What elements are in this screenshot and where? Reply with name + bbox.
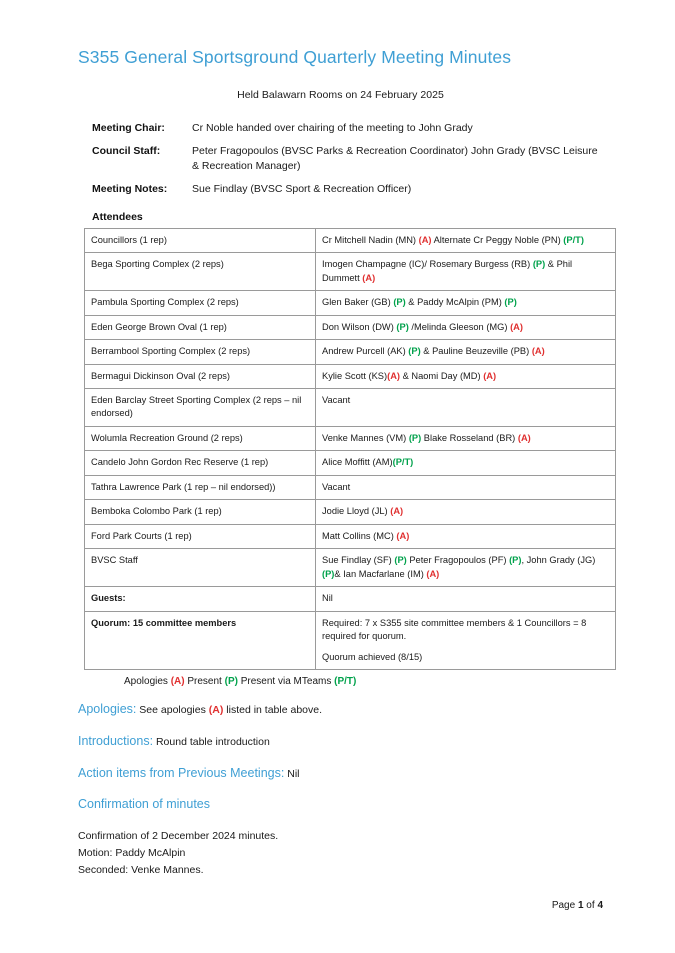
attendee-group: Bermagui Dickinson Oval (2 reps): [85, 364, 316, 388]
meeting-meta: [92, 121, 603, 197]
table-row: [85, 228, 616, 252]
section-text-action-items: Nil: [287, 767, 300, 780]
table-row: [85, 315, 616, 339]
motion-line: Motion: Paddy McAlpin: [78, 847, 186, 860]
footer-current-page: 1: [577, 900, 584, 911]
quorum-label: Quorum: 15 committee members: [85, 611, 316, 669]
confirmation-body: [78, 828, 603, 879]
table-row: [85, 500, 616, 524]
table-row: [85, 611, 616, 669]
section-heading-confirmation: Confirmation of minutes: [78, 797, 211, 812]
footer-total-pages: 4: [597, 900, 603, 911]
seconded-line: Seconded: Venke Mannes.: [78, 864, 204, 877]
table-row: [85, 524, 616, 548]
meta-value-chair: Cr Noble handed over chairing of the meeting to John Grady: [192, 121, 473, 134]
attendee-people: Andrew Purcell (AK) (P) & Pauline Beuzeville (PB) (A): [316, 340, 616, 364]
meta-value-council-staff: Peter Fragopoulos (BVSC Parks & Recreation Coordinator) John Grady (BVSC Leisure & Recreation Manager): [192, 145, 598, 172]
attendee-people: Vacant: [316, 388, 616, 426]
attendee-people: Glen Baker (GB) (P) & Paddy McAlpin (PM) (P): [316, 291, 616, 315]
section-heading-introductions: Introductions:: [78, 733, 154, 748]
quorum-detail: Required: 7 x S355 site committee members & 1 Councillors = 8 required for quorum. Quorum achieved (8/15): [316, 611, 616, 669]
attendee-people: Cr Mitchell Nadin (MN) (A) Alternate Cr Peggy Noble (PN) (P/T): [316, 228, 616, 252]
page-footer: [552, 900, 603, 911]
table-row: [85, 253, 616, 291]
attendees-table-body: [85, 228, 616, 669]
attendee-group-guests: Guests:: [85, 587, 316, 611]
attendee-group: Candelo John Gordon Rec Reserve (1 rep): [85, 451, 316, 475]
section-text-apologies: See apologies (A) listed in table above.: [139, 704, 323, 717]
attendee-group: Councillors (1 rep): [85, 228, 316, 252]
table-row: [85, 549, 616, 587]
attendee-group: Eden George Brown Oval (1 rep): [85, 315, 316, 339]
attendee-group: Tathra Lawrence Park (1 rep – nil endorsed)): [85, 475, 316, 499]
attendee-people: Sue Findlay (SF) (P) Peter Fragopoulos (PF) (P), John Grady (JG) (P)& Ian Macfarlane (IM) (A): [316, 549, 616, 587]
attendee-people: Kylie Scott (KS)(A) & Naomi Day (MD) (A): [316, 364, 616, 388]
attendees-table: [84, 228, 616, 670]
attendee-people: Jodie Lloyd (JL) (A): [316, 500, 616, 524]
meta-label-meeting-notes: Meeting Notes:: [92, 183, 168, 196]
section-confirmation-of-minutes: [78, 795, 603, 814]
table-row: [85, 364, 616, 388]
meta-label-council-staff: Council Staff:: [92, 145, 161, 158]
attendee-people: Venke Mannes (VM) (P) Blake Rosseland (BR) (A): [316, 426, 616, 450]
section-text-introductions: Round table introduction: [155, 735, 270, 748]
attendee-people-guests: Nil: [316, 587, 616, 611]
attendee-people: Imogen Champagne (IC)/ Rosemary Burgess (RB) (P) & Phil Dummett (A): [316, 253, 616, 291]
page-title: S355 General Sportsground Quarterly Meeting Minutes: [78, 47, 512, 67]
attendance-legend: Apologies (A) Present (P) Present via MTeams (P/T): [124, 676, 357, 688]
footer-middle: of: [583, 900, 598, 911]
confirmation-line: Confirmation of 2 December 2024 minutes.: [78, 830, 279, 843]
meta-row-council-staff: [92, 144, 603, 173]
attendee-group: Bemboka Colombo Park (1 rep): [85, 500, 316, 524]
table-row: [85, 388, 616, 426]
attendee-people: Vacant: [316, 475, 616, 499]
section-action-items: [78, 764, 603, 783]
attendees-heading: Attendees: [92, 210, 143, 223]
table-row: [85, 587, 616, 611]
attendee-group: Pambula Sporting Complex (2 reps): [85, 291, 316, 315]
meta-row-chair: [92, 121, 603, 135]
section-apologies: [78, 700, 603, 719]
attendee-group: Wolumla Recreation Ground (2 reps): [85, 426, 316, 450]
meta-label-chair: Meeting Chair:: [92, 121, 165, 134]
section-introductions: [78, 732, 603, 751]
attendee-people: Alice Moffitt (AM)(P/T): [316, 451, 616, 475]
attendee-group: Eden Barclay Street Sporting Complex (2 reps – nil endorsed): [85, 388, 316, 426]
table-row: [85, 291, 616, 315]
attendee-people: Matt Collins (MC) (A): [316, 524, 616, 548]
table-row: [85, 426, 616, 450]
attendee-people: Don Wilson (DW) (P) /Melinda Gleeson (MG) (A): [316, 315, 616, 339]
attendee-group: BVSC Staff: [85, 549, 316, 587]
meta-value-meeting-notes: Sue Findlay (BVSC Sport & Recreation Officer): [192, 183, 412, 196]
document-subtitle: Held Balawarn Rooms on 24 February 2025: [237, 88, 444, 101]
footer-prefix: Page: [551, 900, 578, 911]
section-heading-apologies: Apologies:: [78, 702, 137, 717]
section-heading-action-items: Action items from Previous Meetings:: [78, 765, 285, 780]
meta-row-meeting-notes: [92, 182, 603, 196]
attendee-group: Berrambool Sporting Complex (2 reps): [85, 340, 316, 364]
table-row: [85, 475, 616, 499]
table-row: [85, 340, 616, 364]
attendee-group: Bega Sporting Complex (2 reps): [85, 253, 316, 291]
table-row: [85, 451, 616, 475]
attendee-group: Ford Park Courts (1 rep): [85, 524, 316, 548]
